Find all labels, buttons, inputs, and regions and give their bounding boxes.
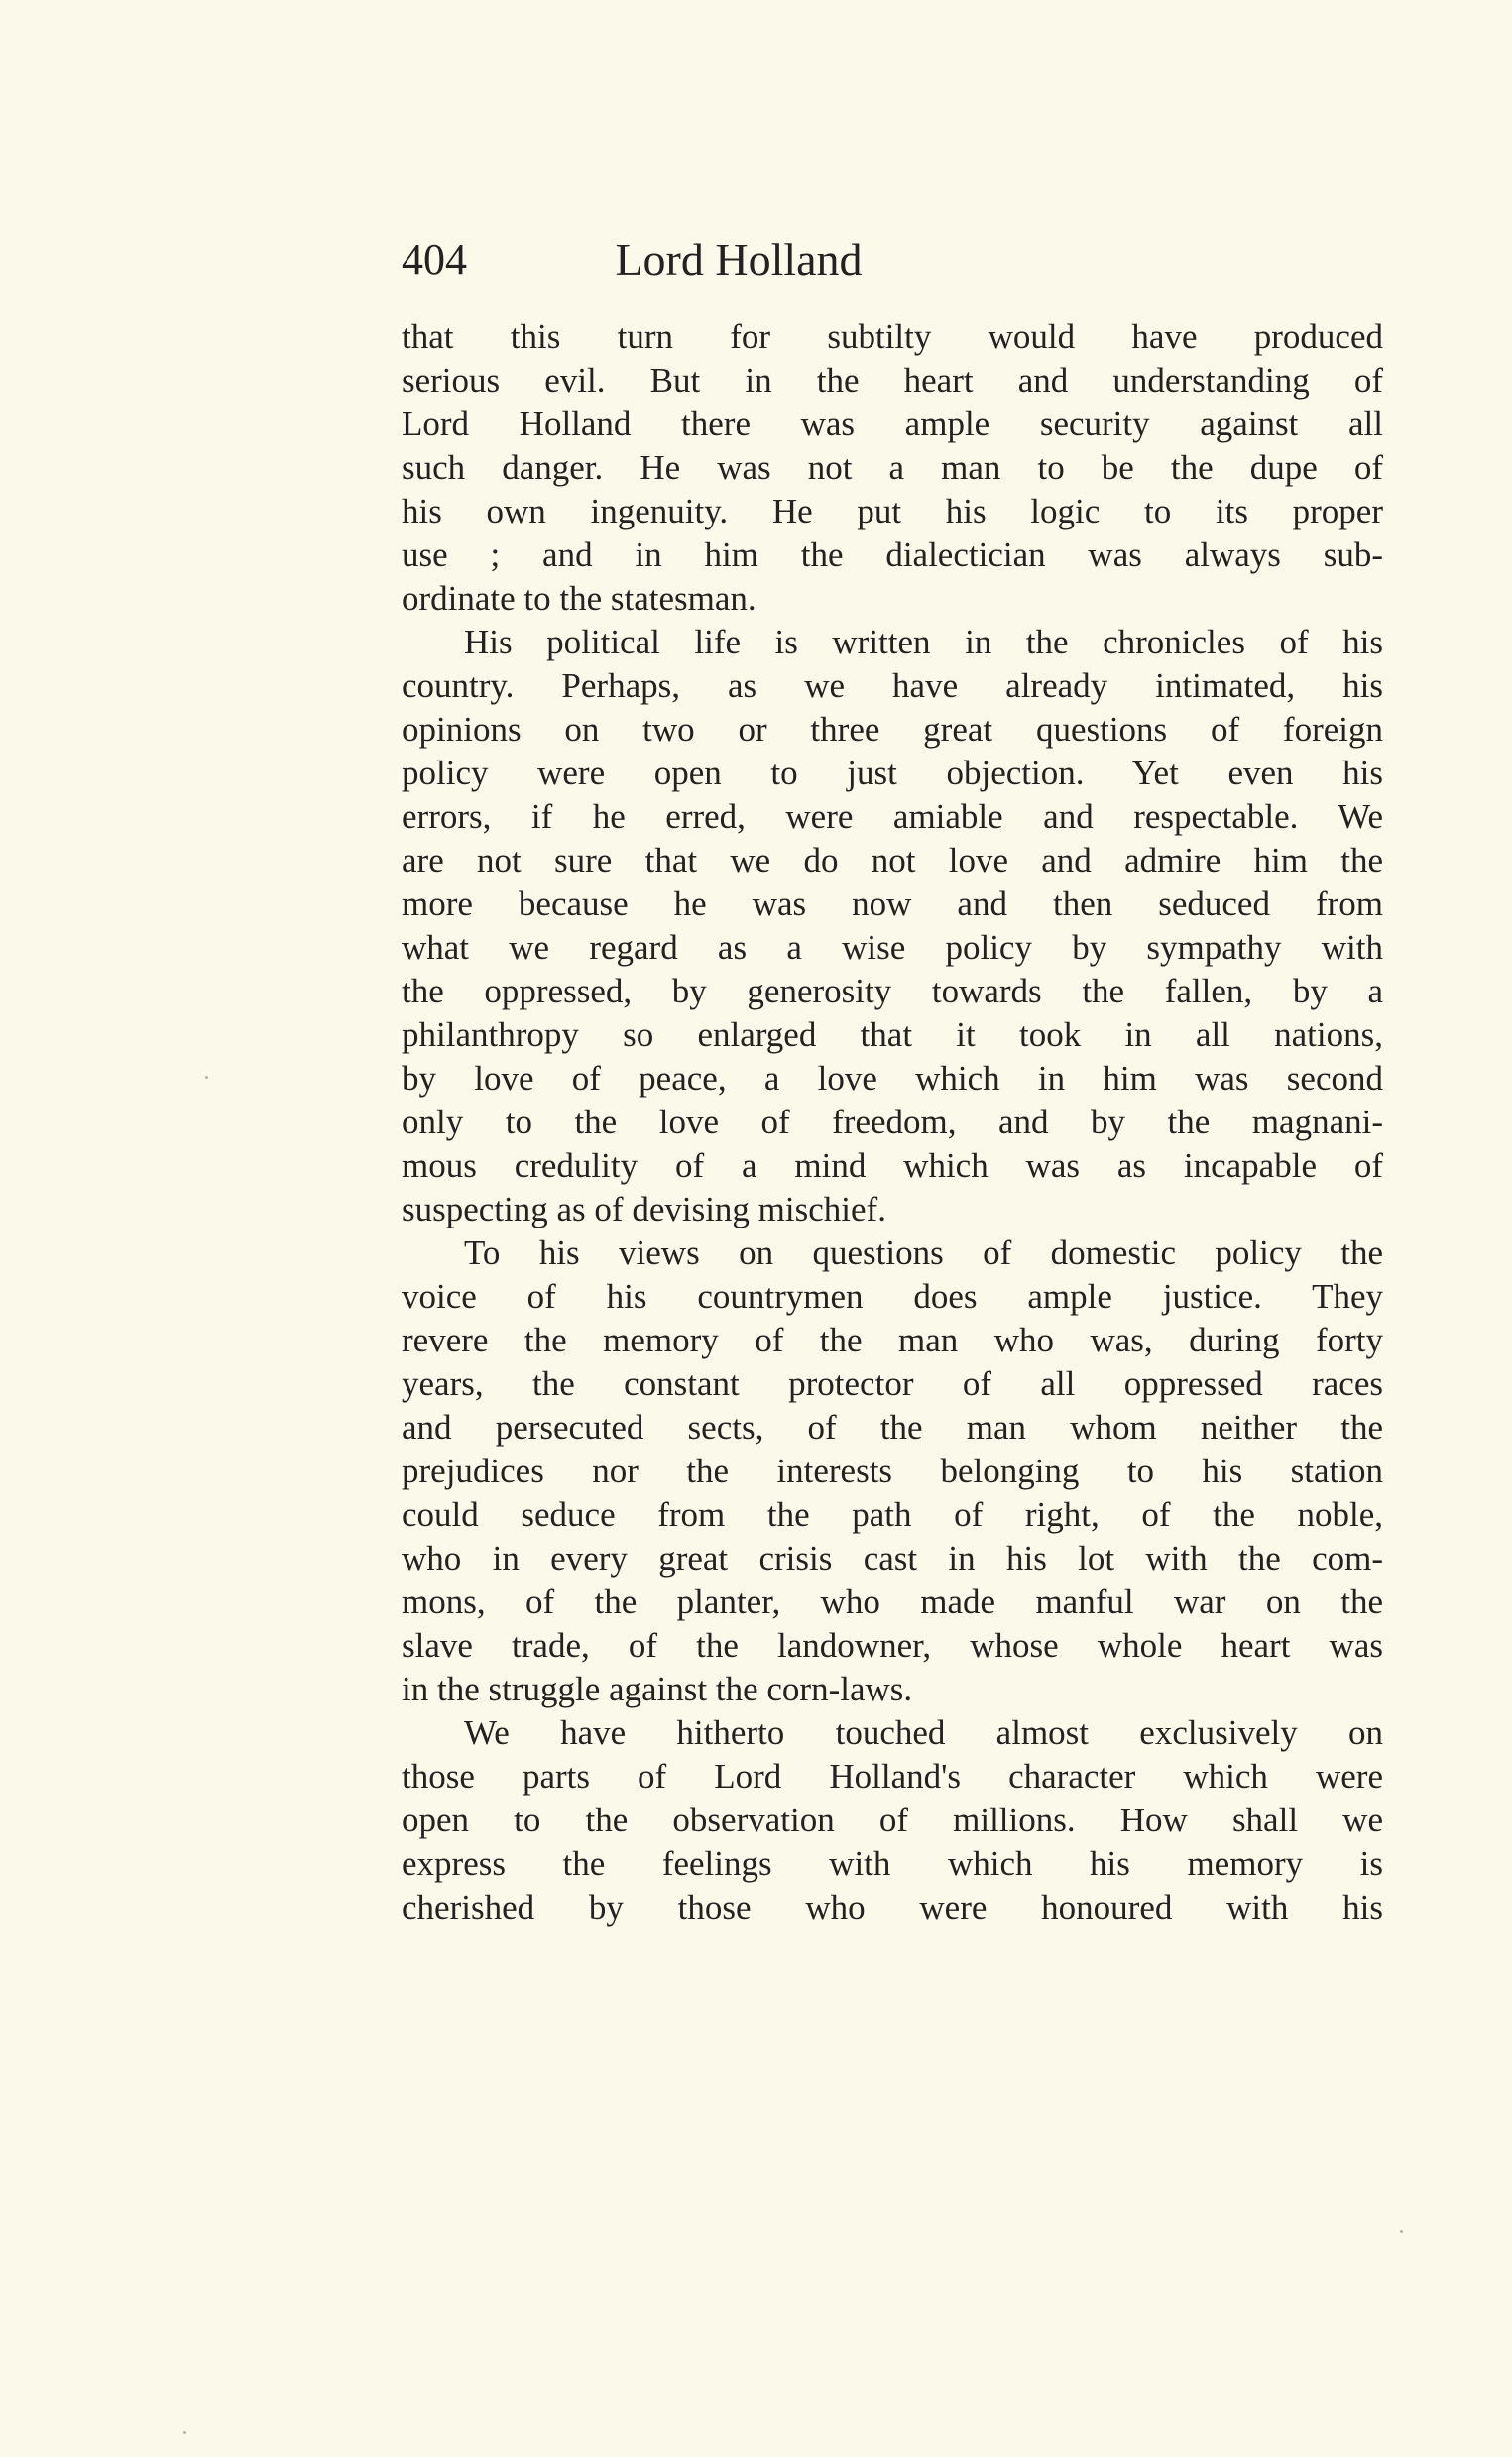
text-line: more because he was now and then seduced from [402,884,1383,923]
text-line: suspecting as of devising mischief. [402,1190,886,1228]
text-line: mous credulity of a mind which was as incapable of [402,1146,1383,1185]
paper-speck [183,2431,186,2434]
text-line: his own ingenuity. He put his logic to its proper [402,492,1383,530]
text-line: policy were open to just objection. Yet even his [402,754,1383,792]
text-line: mons, of the planter, who made manful war on the [402,1582,1383,1621]
paragraph-start-line: To his views on questions of domestic policy the [464,1233,1383,1272]
paper-speck [1400,2230,1403,2233]
text-line: opinions on two or three great questions of foreign [402,710,1383,749]
text-line: slave trade, of the landowner, whose whole heart was [402,1626,1383,1665]
text-line: years, the constant protector of all oppressed races [402,1364,1383,1403]
text-line: what we regard as a wise policy by sympathy with [402,928,1383,967]
text-line: ordinate to the statesman. [402,579,756,618]
text-line: those parts of Lord Holland's character which were [402,1757,1383,1796]
running-title: Lord Holland [615,234,863,285]
text-line: such danger. He was not a man to be the dupe of [402,448,1383,487]
text-line: that this turn for subtilty would have produced [402,317,1383,356]
text-line: voice of his countrymen does ample justice. They [402,1277,1383,1316]
page-number: 404 [402,235,467,284]
text-line: use ; and in him the dialectician was always sub- [402,535,1383,574]
text-line: country. Perhaps, as we have already intimated, his [402,666,1383,705]
text-line: in the struggle against the corn-laws. [402,1670,913,1708]
page-header [402,230,1036,290]
text-line: the oppressed, by generosity towards the fallen, by a [402,972,1383,1010]
text-line: only to the love of freedom, and by the magnani- [402,1103,1383,1141]
text-line: are not sure that we do not love and admire him the [402,841,1383,879]
text-line: serious evil. But in the heart and understanding of [402,361,1383,400]
text-line: could seduce from the path of right, of the noble, [402,1495,1383,1534]
paragraph-start-line: His political life is written in the chronicles of his [464,623,1383,661]
text-line: open to the observation of millions. How shall we [402,1801,1383,1839]
body-text [402,315,1383,1930]
paragraph-start-line: We have hitherto touched almost exclusively on [464,1713,1383,1752]
text-line: by love of peace, a love which in him was second [402,1059,1383,1098]
text-line: revere the memory of the man who was, during forty [402,1321,1383,1359]
paper-speck [205,1076,208,1079]
text-line: Lord Holland there was ample security against all [402,405,1383,443]
text-line: express the feelings with which his memory is [402,1844,1383,1883]
text-line: cherished by those who were honoured with his [402,1888,1383,1927]
text-line: who in every great crisis cast in his lot with the com- [402,1539,1383,1578]
text-line: and persecuted sects, of the man whom neither the [402,1408,1383,1447]
text-line: prejudices nor the interests belonging to his station [402,1452,1383,1490]
text-line: errors, if he erred, were amiable and respectable. We [402,797,1383,836]
text-line: philanthropy so enlarged that it took in all nations, [402,1015,1383,1054]
